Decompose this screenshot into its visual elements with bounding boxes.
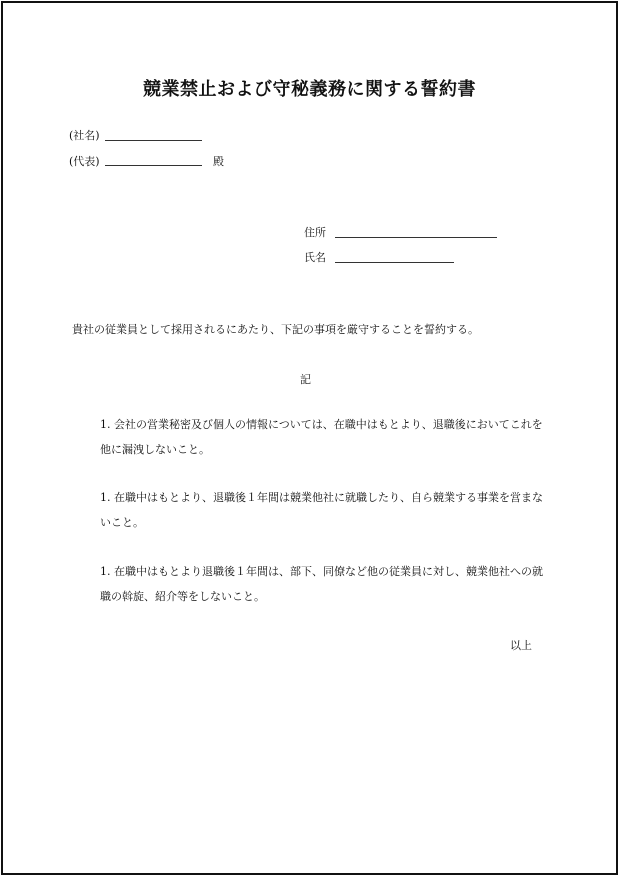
representative-label: (代表) <box>69 155 100 168</box>
address-blank-line <box>335 237 497 238</box>
document-page <box>1 1 618 875</box>
clause-1: 1. 会社の営業秘密及び個人の情報については、在職中はもとより、退職後においてこれを他に漏洩しないこと。 <box>100 418 543 456</box>
company-blank-line <box>105 140 202 141</box>
address-label: 住所 <box>304 226 326 239</box>
honorific: 殿 <box>213 155 224 168</box>
document-title: 競業禁止および守秘義務に関する誓約書 <box>143 79 476 100</box>
company-label: (社名) <box>69 129 100 142</box>
name-blank-line <box>335 262 454 263</box>
representative-blank-line <box>105 165 202 166</box>
clause-3: 1. 在職中はもとより退職後１年間は、部下、同僚など他の従業員に対し、競業他社への就職の斡旋、紹介等をしないこと。 <box>100 565 543 603</box>
closing-text: 以上 <box>510 639 532 652</box>
company-row <box>69 127 100 143</box>
name-label: 氏名 <box>304 251 326 264</box>
clause-2: 1. 在職中はもとより、退職後１年間は競業他社に就職したり、自ら競業する事業を営まないこと。 <box>100 491 543 529</box>
intro-text: 貴社の従業員として採用されるにあたり、下記の事項を厳守することを誓約する。 <box>72 323 479 336</box>
representative-row <box>69 153 100 169</box>
ki-heading: 記 <box>300 373 311 386</box>
